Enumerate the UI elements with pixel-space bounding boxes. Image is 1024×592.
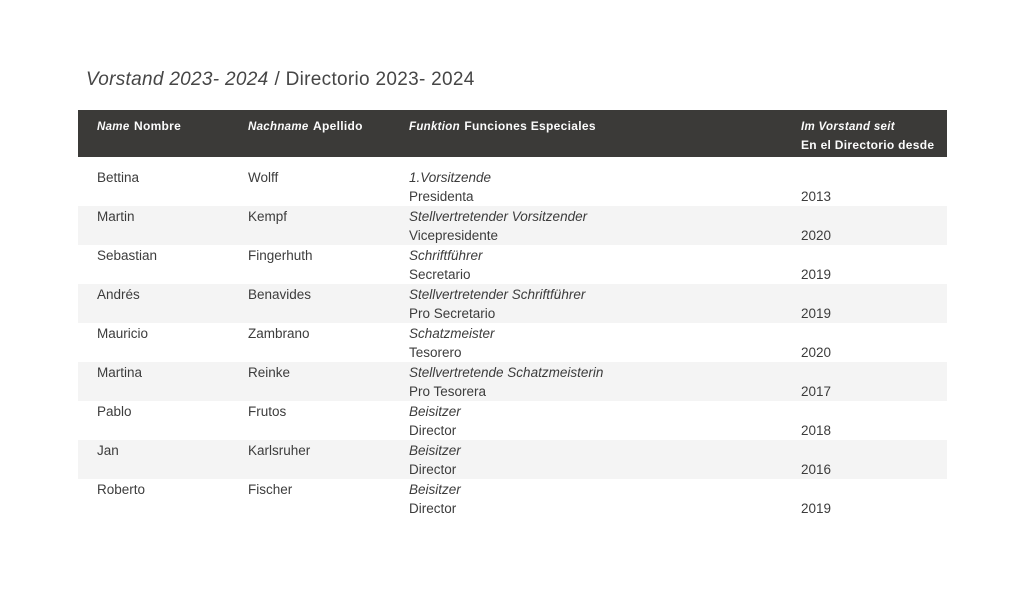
cell-since xyxy=(782,324,947,362)
table-body xyxy=(78,157,947,518)
role-german-text: Beisitzer xyxy=(409,482,461,497)
column-header-surname-german: Nachname xyxy=(248,121,309,133)
column-header-since-german: Im Vorstand seit xyxy=(801,121,895,133)
cell-since xyxy=(782,285,947,323)
cell-role xyxy=(390,246,782,284)
role-german-text: 1.Vorsitzende xyxy=(409,170,492,185)
cell-surname xyxy=(229,168,390,206)
table-row xyxy=(78,167,947,206)
column-header-role-german: Funktion xyxy=(409,121,460,133)
cell-since xyxy=(782,363,947,401)
cell-first-name xyxy=(78,480,229,518)
first-name-text: Mauricio xyxy=(97,326,149,341)
column-header-role xyxy=(390,117,782,157)
cell-role xyxy=(390,480,782,518)
first-name-text: Martin xyxy=(97,209,135,224)
table-row xyxy=(78,440,947,479)
role-spanish-text: Presidenta xyxy=(409,189,474,204)
cell-role xyxy=(390,207,782,245)
column-header-name-german: Name xyxy=(97,121,130,133)
role-german-text: Schatzmeister xyxy=(409,326,495,341)
table-row xyxy=(78,206,947,245)
column-header-surname-spanish: Apellido xyxy=(313,119,363,133)
surname-text: Frutos xyxy=(248,404,287,419)
cell-role xyxy=(390,441,782,479)
surname-text: Fischer xyxy=(248,482,293,497)
since-year-text: 2016 xyxy=(801,462,832,477)
page-title-spanish: / Directorio 2023- 2024 xyxy=(274,69,475,90)
cell-surname xyxy=(229,324,390,362)
role-german-text: Schriftführer xyxy=(409,248,483,263)
table-row xyxy=(78,245,947,284)
column-header-name-spanish: Nombre xyxy=(133,119,182,133)
role-spanish-text: Pro Tesorera xyxy=(409,384,487,399)
table-header-row xyxy=(78,110,947,157)
first-name-text: Andrés xyxy=(97,287,140,302)
cell-first-name xyxy=(78,363,229,401)
cell-first-name xyxy=(78,207,229,245)
cell-surname xyxy=(229,441,390,479)
cell-first-name xyxy=(78,168,229,206)
cell-since xyxy=(782,480,947,518)
first-name-text: Bettina xyxy=(97,170,140,185)
table-row xyxy=(78,323,947,362)
cell-surname xyxy=(229,207,390,245)
cell-role xyxy=(390,402,782,440)
page-title xyxy=(86,68,475,92)
cell-first-name xyxy=(78,285,229,323)
cell-role xyxy=(390,363,782,401)
surname-text: Wolff xyxy=(248,170,279,185)
column-header-surname xyxy=(229,117,390,157)
since-year-text: 2019 xyxy=(801,267,832,282)
cell-surname xyxy=(229,402,390,440)
since-year-text: 2017 xyxy=(801,384,832,399)
role-spanish-text: Secretario xyxy=(409,267,471,282)
since-year-text: 2020 xyxy=(801,228,832,243)
role-spanish-text: Tesorero xyxy=(409,345,462,360)
surname-text: Benavides xyxy=(248,287,312,302)
cell-role xyxy=(390,285,782,323)
first-name-text: Martina xyxy=(97,365,143,380)
first-name-text: Pablo xyxy=(97,404,132,419)
role-spanish-text: Director xyxy=(409,501,457,516)
page-title-german: Vorstand 2023- 2024 xyxy=(86,69,269,90)
cell-since xyxy=(782,246,947,284)
since-year-text: 2019 xyxy=(801,306,832,321)
surname-text: Kempf xyxy=(248,209,288,224)
surname-text: Fingerhuth xyxy=(248,248,313,263)
cell-first-name xyxy=(78,324,229,362)
since-year-text: 2018 xyxy=(801,423,832,438)
first-name-text: Sebastian xyxy=(97,248,158,263)
surname-text: Reinke xyxy=(248,365,291,380)
column-header-since-spanish: En el Directorio desde xyxy=(801,138,935,152)
cell-role xyxy=(390,324,782,362)
role-german-text: Beisitzer xyxy=(409,443,461,458)
cell-first-name xyxy=(78,402,229,440)
table-row xyxy=(78,284,947,323)
role-spanish-text: Pro Secretario xyxy=(409,306,496,321)
role-german-text: Stellvertretende Schatzmeisterin xyxy=(409,365,604,380)
surname-text: Karlsruher xyxy=(248,443,311,458)
cell-first-name xyxy=(78,441,229,479)
first-name-text: Jan xyxy=(97,443,119,458)
cell-since xyxy=(782,402,947,440)
cell-surname xyxy=(229,480,390,518)
since-year-text: 2013 xyxy=(801,189,832,204)
role-spanish-text: Vicepresidente xyxy=(409,228,499,243)
table-row xyxy=(78,401,947,440)
column-header-since xyxy=(782,117,947,157)
role-german-text: Beisitzer xyxy=(409,404,461,419)
cell-first-name xyxy=(78,246,229,284)
cell-role xyxy=(390,168,782,206)
table-row xyxy=(78,362,947,401)
role-spanish-text: Director xyxy=(409,423,457,438)
table-row xyxy=(78,479,947,518)
cell-since xyxy=(782,207,947,245)
cell-surname xyxy=(229,246,390,284)
since-year-text: 2019 xyxy=(801,501,832,516)
surname-text: Zambrano xyxy=(248,326,310,341)
cell-surname xyxy=(229,285,390,323)
cell-surname xyxy=(229,363,390,401)
column-header-name xyxy=(78,117,229,157)
since-year-text: 2020 xyxy=(801,345,832,360)
role-german-text: Stellvertretender Schriftführer xyxy=(409,287,586,302)
board-table xyxy=(78,110,947,518)
role-spanish-text: Director xyxy=(409,462,457,477)
cell-since xyxy=(782,441,947,479)
first-name-text: Roberto xyxy=(97,482,146,497)
column-header-role-spanish: Funciones Especiales xyxy=(464,119,596,133)
role-german-text: Stellvertretender Vorsitzender xyxy=(409,209,588,224)
cell-since xyxy=(782,168,947,206)
